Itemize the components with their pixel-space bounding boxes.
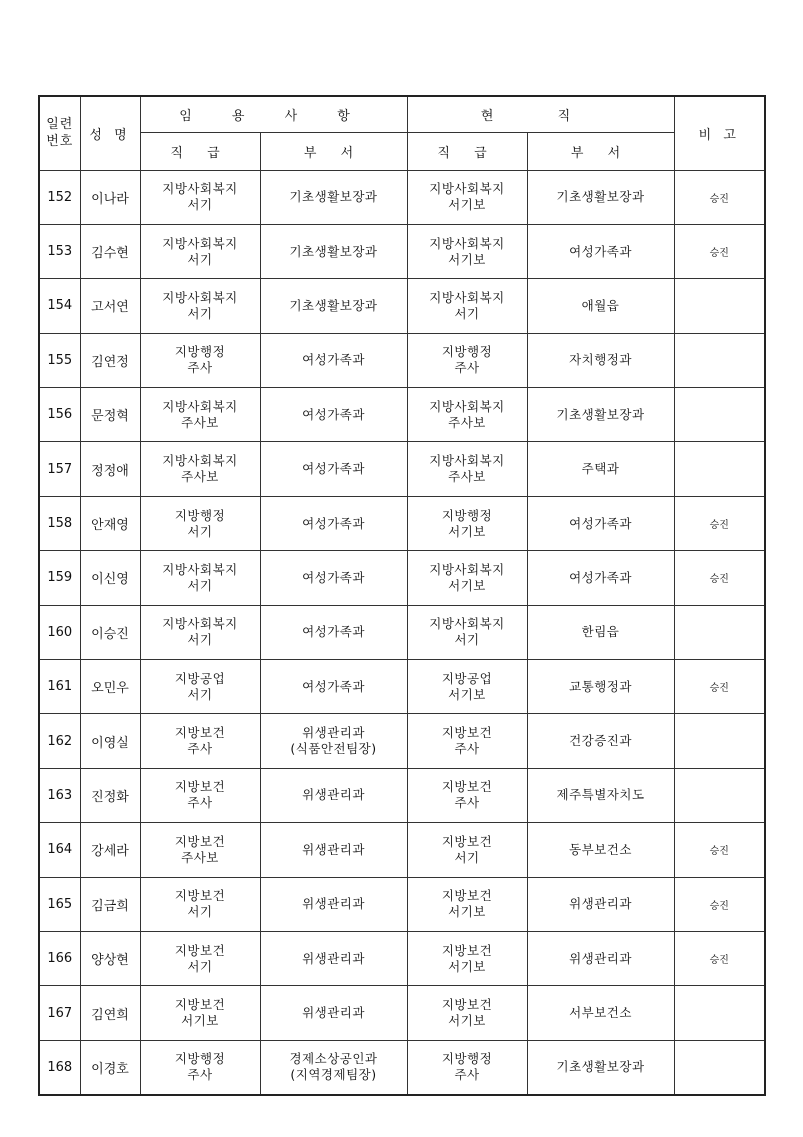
new-rank-cell: 지방보건 서기보 — [140, 986, 260, 1040]
current-rank-cell: 지방행정 서기보 — [407, 496, 527, 550]
serial-number-cell: 163 — [39, 768, 80, 822]
employee-name-cell: 오민우 — [80, 660, 140, 714]
new-rank-cell: 지방행정 주사 — [140, 1040, 260, 1094]
new-rank-cell: 지방보건 서기 — [140, 877, 260, 931]
new-rank-cell: 지방사회복지 주사보 — [140, 442, 260, 496]
new-rank-cell: 지방보건 주사 — [140, 714, 260, 768]
remarks-cell: 승진 — [674, 660, 765, 714]
serial-number-cell: 167 — [39, 986, 80, 1040]
remarks-cell — [674, 714, 765, 768]
employee-name-cell: 강세라 — [80, 823, 140, 877]
remarks-cell: 승진 — [674, 877, 765, 931]
current-department-cell: 기초생활보장과 — [527, 388, 674, 442]
serial-number-cell: 160 — [39, 605, 80, 659]
new-department-cell: 기초생활보장과 — [260, 224, 407, 278]
remarks-cell — [674, 388, 765, 442]
current-department-cell: 여성가족과 — [527, 224, 674, 278]
serial-number-cell: 152 — [39, 170, 80, 224]
current-rank-cell: 지방보건 주사 — [407, 768, 527, 822]
header-current-position: 현 직 — [407, 96, 674, 132]
table-row — [39, 496, 765, 550]
new-rank-cell: 지방보건 주사 — [140, 768, 260, 822]
current-rank-cell: 지방사회복지 주사보 — [407, 388, 527, 442]
current-rank-cell: 지방사회복지 서기보 — [407, 551, 527, 605]
header-serial-number: 일련 번호 — [39, 96, 80, 170]
remarks-cell: 승진 — [674, 170, 765, 224]
new-rank-cell: 지방사회복지 서기 — [140, 605, 260, 659]
new-department-cell: 위생관리과 — [260, 768, 407, 822]
table-row — [39, 442, 765, 496]
current-department-cell: 제주특별자치도 — [527, 768, 674, 822]
serial-number-cell: 154 — [39, 279, 80, 333]
remarks-cell — [674, 333, 765, 387]
new-department-cell: 경제소상공인과 (지역경제팀장) — [260, 1040, 407, 1094]
table-row — [39, 170, 765, 224]
employee-name-cell: 이신영 — [80, 551, 140, 605]
new-rank-cell: 지방사회복지 서기 — [140, 279, 260, 333]
new-department-cell: 위생관리과 — [260, 823, 407, 877]
table-body — [39, 170, 765, 1095]
new-rank-cell: 지방행정 주사 — [140, 333, 260, 387]
employee-name-cell: 진정화 — [80, 768, 140, 822]
table-row — [39, 877, 765, 931]
new-rank-cell: 지방사회복지 서기 — [140, 551, 260, 605]
new-rank-cell: 지방공업 서기 — [140, 660, 260, 714]
employee-name-cell: 이영실 — [80, 714, 140, 768]
current-rank-cell: 지방사회복지 주사보 — [407, 442, 527, 496]
serial-number-cell: 159 — [39, 551, 80, 605]
current-rank-cell: 지방사회복지 서기보 — [407, 224, 527, 278]
serial-number-cell: 155 — [39, 333, 80, 387]
new-department-cell: 여성가족과 — [260, 551, 407, 605]
table-row — [39, 551, 765, 605]
new-rank-cell: 지방사회복지 서기 — [140, 170, 260, 224]
current-department-cell: 위생관리과 — [527, 931, 674, 985]
table-row — [39, 931, 765, 985]
current-rank-cell: 지방보건 서기보 — [407, 877, 527, 931]
employee-name-cell: 이경호 — [80, 1040, 140, 1094]
current-rank-cell: 지방행정 주사 — [407, 1040, 527, 1094]
serial-number-cell: 158 — [39, 496, 80, 550]
current-rank-cell: 지방공업 서기보 — [407, 660, 527, 714]
remarks-cell — [674, 1040, 765, 1094]
remarks-cell — [674, 986, 765, 1040]
header-name: 성 명 — [80, 96, 140, 170]
table-row — [39, 333, 765, 387]
new-department-cell: 여성가족과 — [260, 496, 407, 550]
employee-name-cell: 정정애 — [80, 442, 140, 496]
personnel-table — [38, 95, 766, 1096]
current-department-cell: 주택과 — [527, 442, 674, 496]
current-department-cell: 동부보건소 — [527, 823, 674, 877]
table-row — [39, 714, 765, 768]
new-department-cell: 위생관리과 — [260, 931, 407, 985]
current-rank-cell: 지방사회복지 서기 — [407, 605, 527, 659]
new-department-cell: 위생관리과 — [260, 877, 407, 931]
employee-name-cell: 문정혁 — [80, 388, 140, 442]
table-row — [39, 224, 765, 278]
header-new-department: 부 서 — [260, 132, 407, 170]
table-row — [39, 660, 765, 714]
employee-name-cell: 고서연 — [80, 279, 140, 333]
employee-name-cell: 이승진 — [80, 605, 140, 659]
table-row — [39, 1040, 765, 1094]
header-new-rank: 직 급 — [140, 132, 260, 170]
serial-number-cell: 157 — [39, 442, 80, 496]
table-row — [39, 823, 765, 877]
table-row — [39, 605, 765, 659]
table-row — [39, 388, 765, 442]
remarks-cell — [674, 768, 765, 822]
current-department-cell: 위생관리과 — [527, 877, 674, 931]
current-department-cell: 여성가족과 — [527, 496, 674, 550]
current-department-cell: 교통행정과 — [527, 660, 674, 714]
current-rank-cell: 지방사회복지 서기 — [407, 279, 527, 333]
new-department-cell: 여성가족과 — [260, 388, 407, 442]
new-rank-cell: 지방사회복지 주사보 — [140, 388, 260, 442]
remarks-cell — [674, 279, 765, 333]
header-current-department: 부 서 — [527, 132, 674, 170]
table-row — [39, 279, 765, 333]
serial-number-cell: 165 — [39, 877, 80, 931]
serial-number-cell: 153 — [39, 224, 80, 278]
table-row — [39, 768, 765, 822]
header-current-rank: 직 급 — [407, 132, 527, 170]
current-rank-cell: 지방행정 주사 — [407, 333, 527, 387]
remarks-cell: 승진 — [674, 551, 765, 605]
employee-name-cell: 이나라 — [80, 170, 140, 224]
new-department-cell: 여성가족과 — [260, 605, 407, 659]
employee-name-cell: 안재영 — [80, 496, 140, 550]
serial-number-cell: 161 — [39, 660, 80, 714]
new-department-cell: 여성가족과 — [260, 333, 407, 387]
current-rank-cell: 지방사회복지 서기보 — [407, 170, 527, 224]
new-rank-cell: 지방보건 서기 — [140, 931, 260, 985]
current-rank-cell: 지방보건 주사 — [407, 714, 527, 768]
employee-name-cell: 양상현 — [80, 931, 140, 985]
employee-name-cell: 김연희 — [80, 986, 140, 1040]
current-department-cell: 기초생활보장과 — [527, 1040, 674, 1094]
new-rank-cell: 지방사회복지 서기 — [140, 224, 260, 278]
new-department-cell: 기초생활보장과 — [260, 170, 407, 224]
current-department-cell: 여성가족과 — [527, 551, 674, 605]
new-department-cell: 위생관리과 (식품안전팀장) — [260, 714, 407, 768]
current-department-cell: 애월읍 — [527, 279, 674, 333]
table-row — [39, 986, 765, 1040]
new-rank-cell: 지방보건 주사보 — [140, 823, 260, 877]
header-appointment: 임 용 사 항 — [140, 96, 407, 132]
current-rank-cell: 지방보건 서기보 — [407, 986, 527, 1040]
remarks-cell: 승진 — [674, 496, 765, 550]
current-department-cell: 기초생활보장과 — [527, 170, 674, 224]
serial-number-cell: 166 — [39, 931, 80, 985]
remarks-cell: 승진 — [674, 931, 765, 985]
new-department-cell: 기초생활보장과 — [260, 279, 407, 333]
serial-number-cell: 168 — [39, 1040, 80, 1094]
current-department-cell: 서부보건소 — [527, 986, 674, 1040]
serial-number-cell: 156 — [39, 388, 80, 442]
employee-name-cell: 김연정 — [80, 333, 140, 387]
employee-name-cell: 김금희 — [80, 877, 140, 931]
current-department-cell: 건강증진과 — [527, 714, 674, 768]
current-department-cell: 한림읍 — [527, 605, 674, 659]
new-department-cell: 위생관리과 — [260, 986, 407, 1040]
new-department-cell: 여성가족과 — [260, 442, 407, 496]
employee-name-cell: 김수현 — [80, 224, 140, 278]
current-department-cell: 자치행정과 — [527, 333, 674, 387]
serial-number-cell: 162 — [39, 714, 80, 768]
header-remarks: 비 고 — [674, 96, 765, 170]
serial-number-cell: 164 — [39, 823, 80, 877]
current-rank-cell: 지방보건 서기보 — [407, 931, 527, 985]
remarks-cell: 승진 — [674, 224, 765, 278]
remarks-cell: 승진 — [674, 823, 765, 877]
new-department-cell: 여성가족과 — [260, 660, 407, 714]
new-rank-cell: 지방행정 서기 — [140, 496, 260, 550]
remarks-cell — [674, 442, 765, 496]
remarks-cell — [674, 605, 765, 659]
current-rank-cell: 지방보건 서기 — [407, 823, 527, 877]
table-header — [39, 96, 765, 170]
